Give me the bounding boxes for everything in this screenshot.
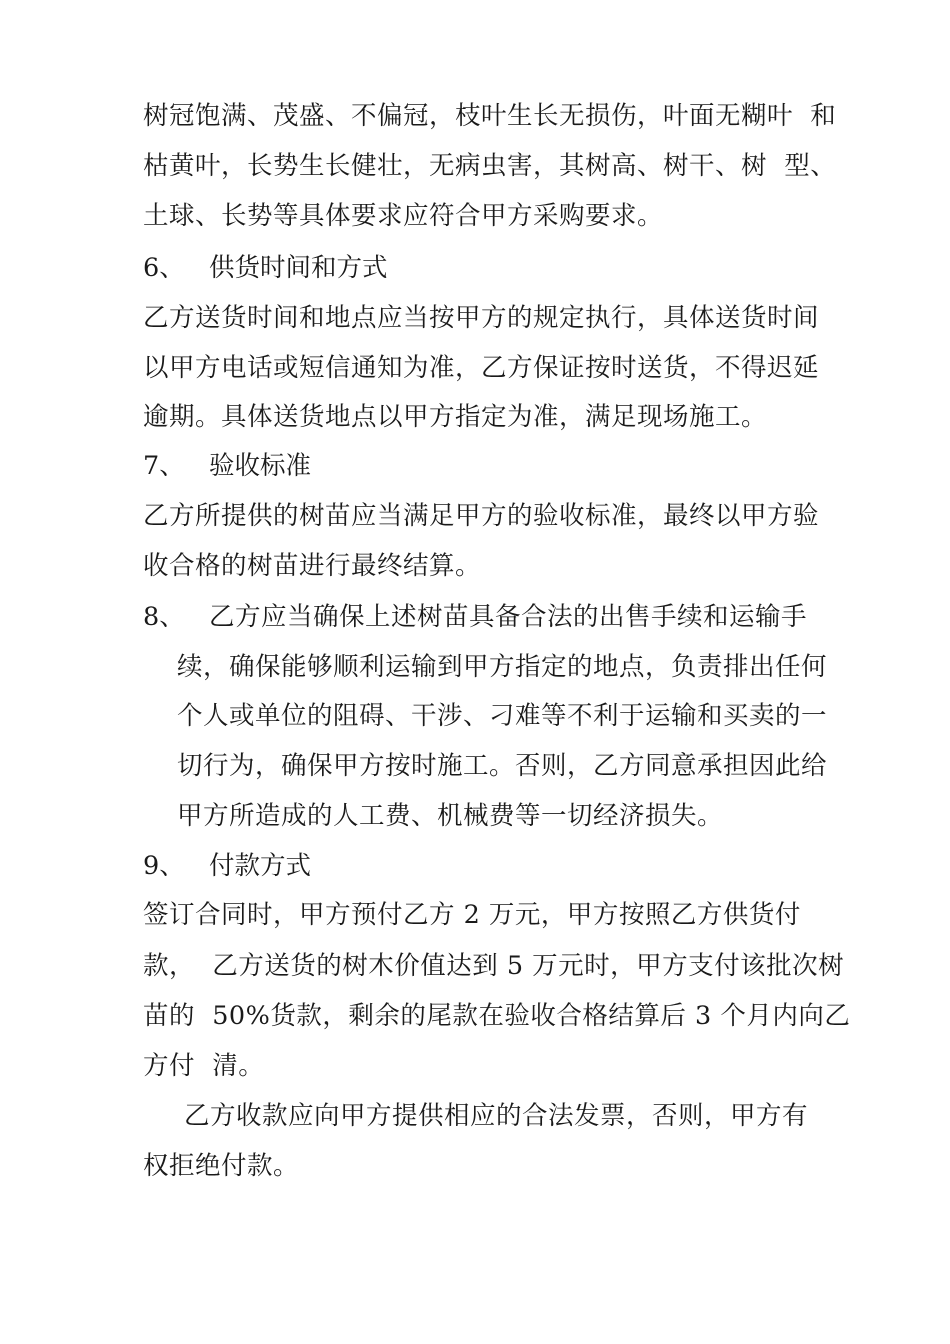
text-line: 乙方应当确保上述树苗具备合法的出售手续和运输手 (209, 602, 808, 632)
text-line: 乙方所提供的树苗应当满足甲方的验收标准，最终以甲方验 (143, 501, 820, 531)
text-line: 乙方送货时间和地点应当按甲方的规定执行，具体送货时间 (143, 303, 820, 333)
text-line: 个人或单位的阻碍、干涉、刁难等不利于运输和买卖的一 (177, 701, 828, 731)
text-line: 土球、长势等具体要求应符合甲方采购要求。 (143, 201, 664, 231)
section-number: 8、 (143, 602, 185, 632)
text-line: 乙方收款应向甲方提供相应的合法发票，否则，甲方有 (184, 1101, 809, 1131)
text-line: 权拒绝付款。 (143, 1151, 300, 1181)
text-line: 以甲方电话或短信通知为准，乙方保证按时送货，不得迟延 (143, 353, 820, 383)
text-line: 收合格的树苗进行最终结算。 (143, 551, 482, 581)
text-line: 方付 清。 (143, 1051, 265, 1081)
text-line: 签订合同时，甲方预付乙方 2 万元，甲方按照乙方供货付 (143, 900, 801, 930)
section-number: 7、 (143, 451, 185, 481)
text-line: 款， 乙方送货的树木价值达到 5 万元时，甲方支付该批次树 (143, 951, 845, 981)
text-line: 切行为，确保甲方按时施工。否则，乙方同意承担因此给 (177, 751, 828, 781)
section-number: 6、 (143, 253, 185, 283)
section-title: 验收标准 (209, 451, 312, 481)
section-title: 供货时间和方式 (209, 253, 388, 283)
text-line: 甲方所造成的人工费、机械费等一切经济损失。 (177, 801, 724, 831)
text-line: 树冠饱满、茂盛、不偏冠，枝叶生长无损伤，叶面无糊叶 和 (143, 101, 837, 131)
section-number: 9、 (143, 851, 185, 881)
section-title: 付款方式 (209, 851, 312, 881)
text-line: 逾期。具体送货地点以甲方指定为准，满足现场施工。 (143, 402, 768, 432)
text-line: 枯黄叶，长势生长健壮，无病虫害，其树高、树干、树 型、 (143, 151, 837, 181)
text-line: 续，确保能够顺利运输到甲方指定的地点，负责排出任何 (177, 652, 828, 682)
text-line: 苗的 50%货款，剩余的尾款在验收合格结算后 3 个月内向乙 (143, 1001, 851, 1031)
